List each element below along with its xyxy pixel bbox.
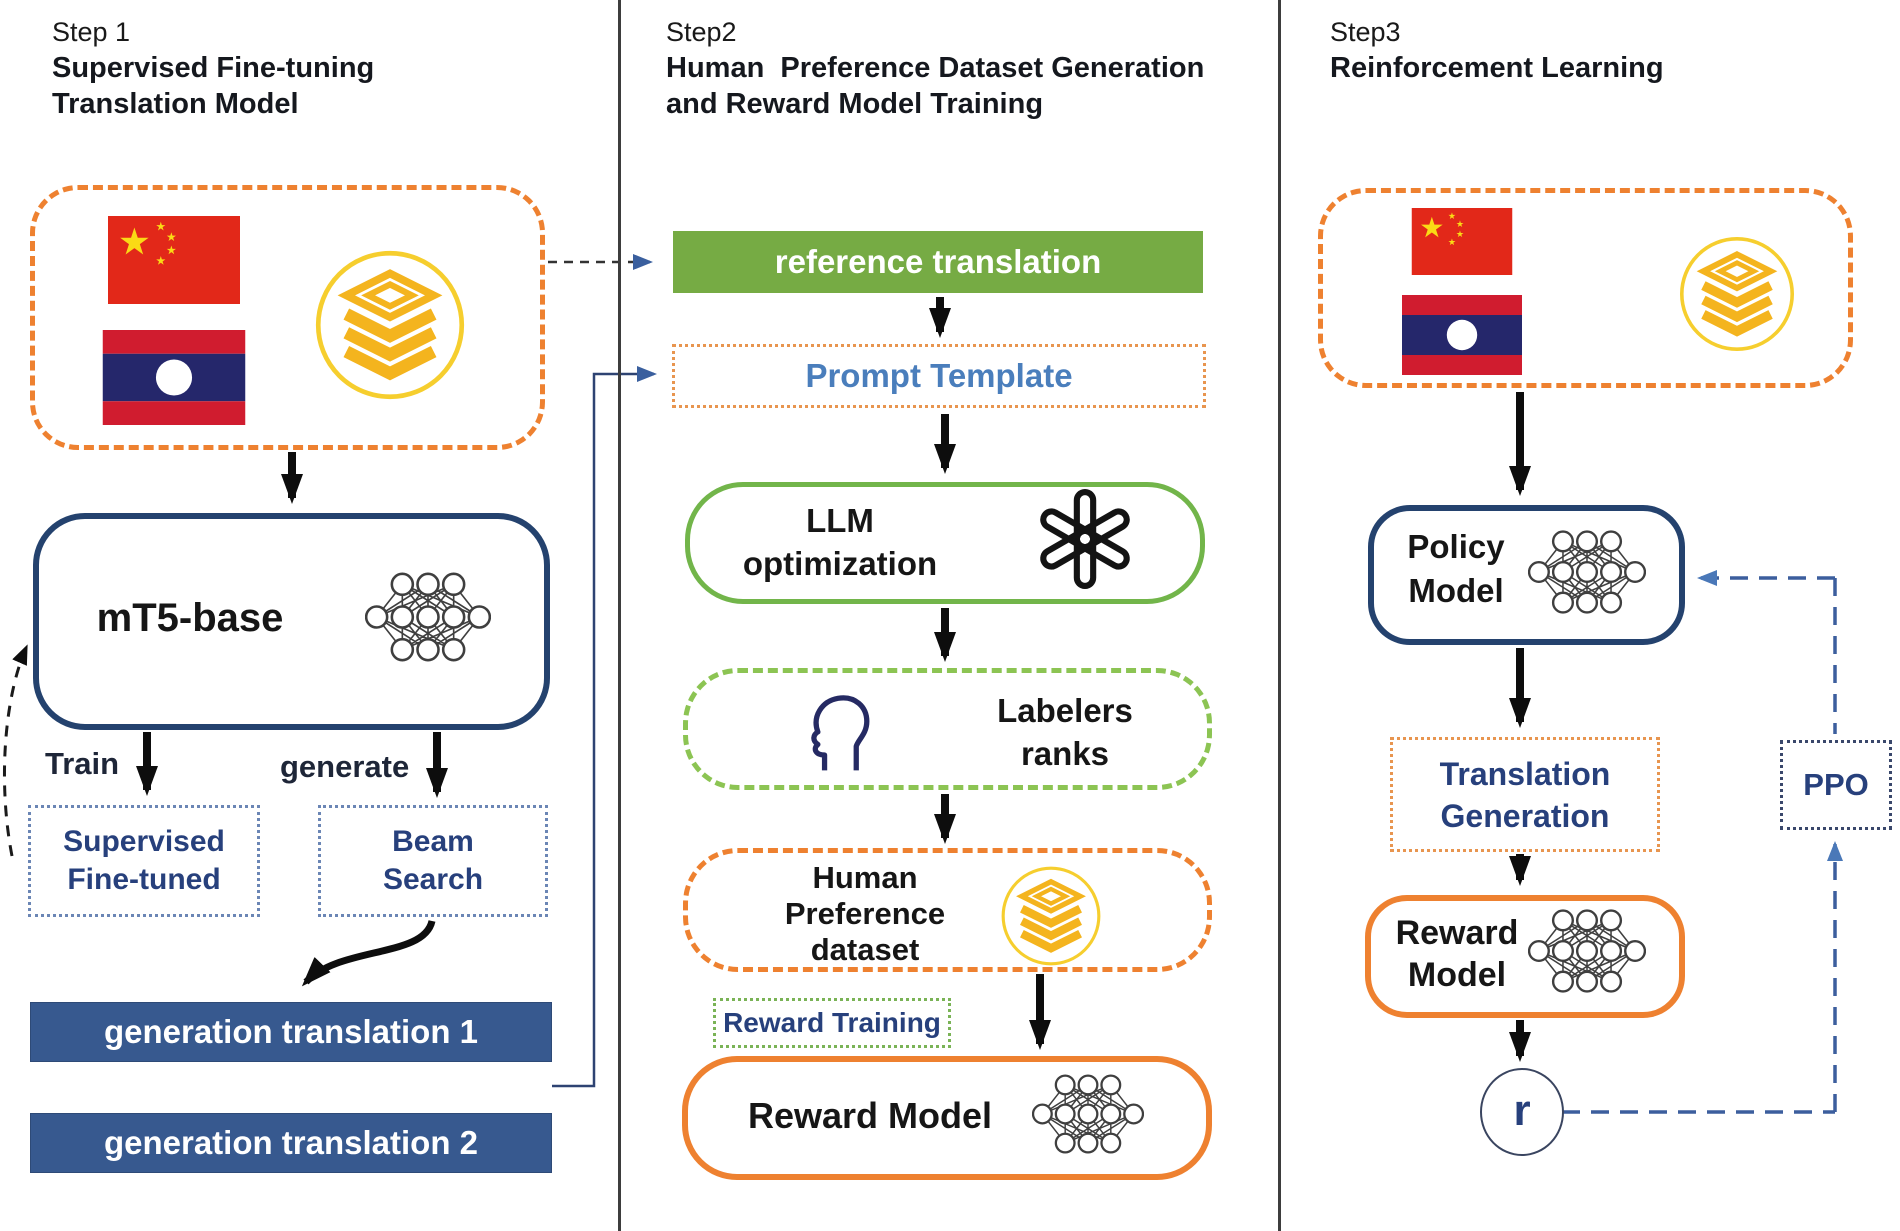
step1-heading-line1: Supervised Fine-tuning — [52, 52, 375, 84]
neural-network-icon — [1032, 1068, 1144, 1160]
column-divider-1 — [618, 0, 621, 1231]
neural-network-icon — [1528, 903, 1646, 999]
column-divider-2 — [1278, 0, 1281, 1231]
step2-heading-line1: Human Preference Dataset Generation — [666, 52, 1205, 84]
step2-label: Step2 — [666, 17, 737, 47]
reward-scalar-circle — [1480, 1068, 1564, 1156]
supervised-finetuned-box — [28, 805, 260, 917]
step3-title — [1330, 14, 1664, 86]
step1-heading-line2: Translation Model — [52, 88, 299, 120]
dataset-icon — [312, 247, 468, 403]
step2-title — [666, 14, 1204, 122]
generation-translation-2: generation translation 2 — [30, 1113, 552, 1173]
dataset-icon — [999, 864, 1103, 968]
train-label: Train — [45, 746, 120, 781]
beam-search-box — [318, 805, 548, 917]
beam-line2: Search — [382, 863, 484, 896]
generate-label: generate — [280, 749, 410, 784]
ppo-label: PPO — [1803, 767, 1869, 802]
human-preference-dataset-label: Human Preference dataset — [784, 860, 946, 967]
generation-translation-1: generation translation 1 — [30, 1002, 552, 1062]
openai-icon — [1034, 488, 1136, 590]
step3-heading: Reinforcement Learning — [1330, 52, 1664, 84]
neural-network-icon — [365, 566, 491, 668]
policy-model-label: Policy Model — [1407, 528, 1505, 609]
step3-label: Step3 — [1330, 17, 1401, 47]
translation-generation-box: Translation Generation — [1390, 737, 1660, 852]
step1-label: Step 1 — [52, 17, 131, 47]
laos-flag — [95, 330, 253, 425]
reward-training-label: Reward Training — [723, 1007, 941, 1038]
laos-flag — [1402, 293, 1522, 377]
llm-optimization-label: LLM optimization — [742, 502, 938, 582]
prompt-template-box — [672, 344, 1206, 408]
reward-model-label-step3: Reward Model — [1395, 914, 1519, 994]
dashed-loop-to-mt5 — [4, 648, 26, 856]
arrow-beam-to-gen1 — [306, 921, 432, 982]
beam-line1: Beam — [392, 825, 474, 858]
mt5-label: mT5-base — [96, 596, 284, 640]
ppo-box — [1780, 740, 1892, 830]
step2-heading-line2: and Reward Model Training — [666, 88, 1044, 120]
labelers-ranks-label: Labelers ranks — [997, 692, 1133, 772]
reference-translation-bar: reference translation — [673, 231, 1203, 293]
sft-line1: Supervised — [63, 825, 225, 858]
reward-model-label-step2: Reward Model — [747, 1095, 993, 1136]
neural-network-icon — [1528, 524, 1646, 620]
connector-gen-to-prompt — [552, 374, 654, 1086]
dataset-icon — [1677, 234, 1797, 354]
sft-line2: Fine-tuned — [67, 863, 221, 896]
china-flag — [1402, 208, 1522, 275]
reward-training-box — [713, 998, 951, 1048]
reward-scalar-label: r — [1513, 1086, 1531, 1135]
prompt-template-label: Prompt Template — [805, 357, 1073, 394]
person-head-icon — [790, 682, 886, 778]
step1-title — [52, 14, 374, 122]
china-flag — [95, 216, 253, 304]
